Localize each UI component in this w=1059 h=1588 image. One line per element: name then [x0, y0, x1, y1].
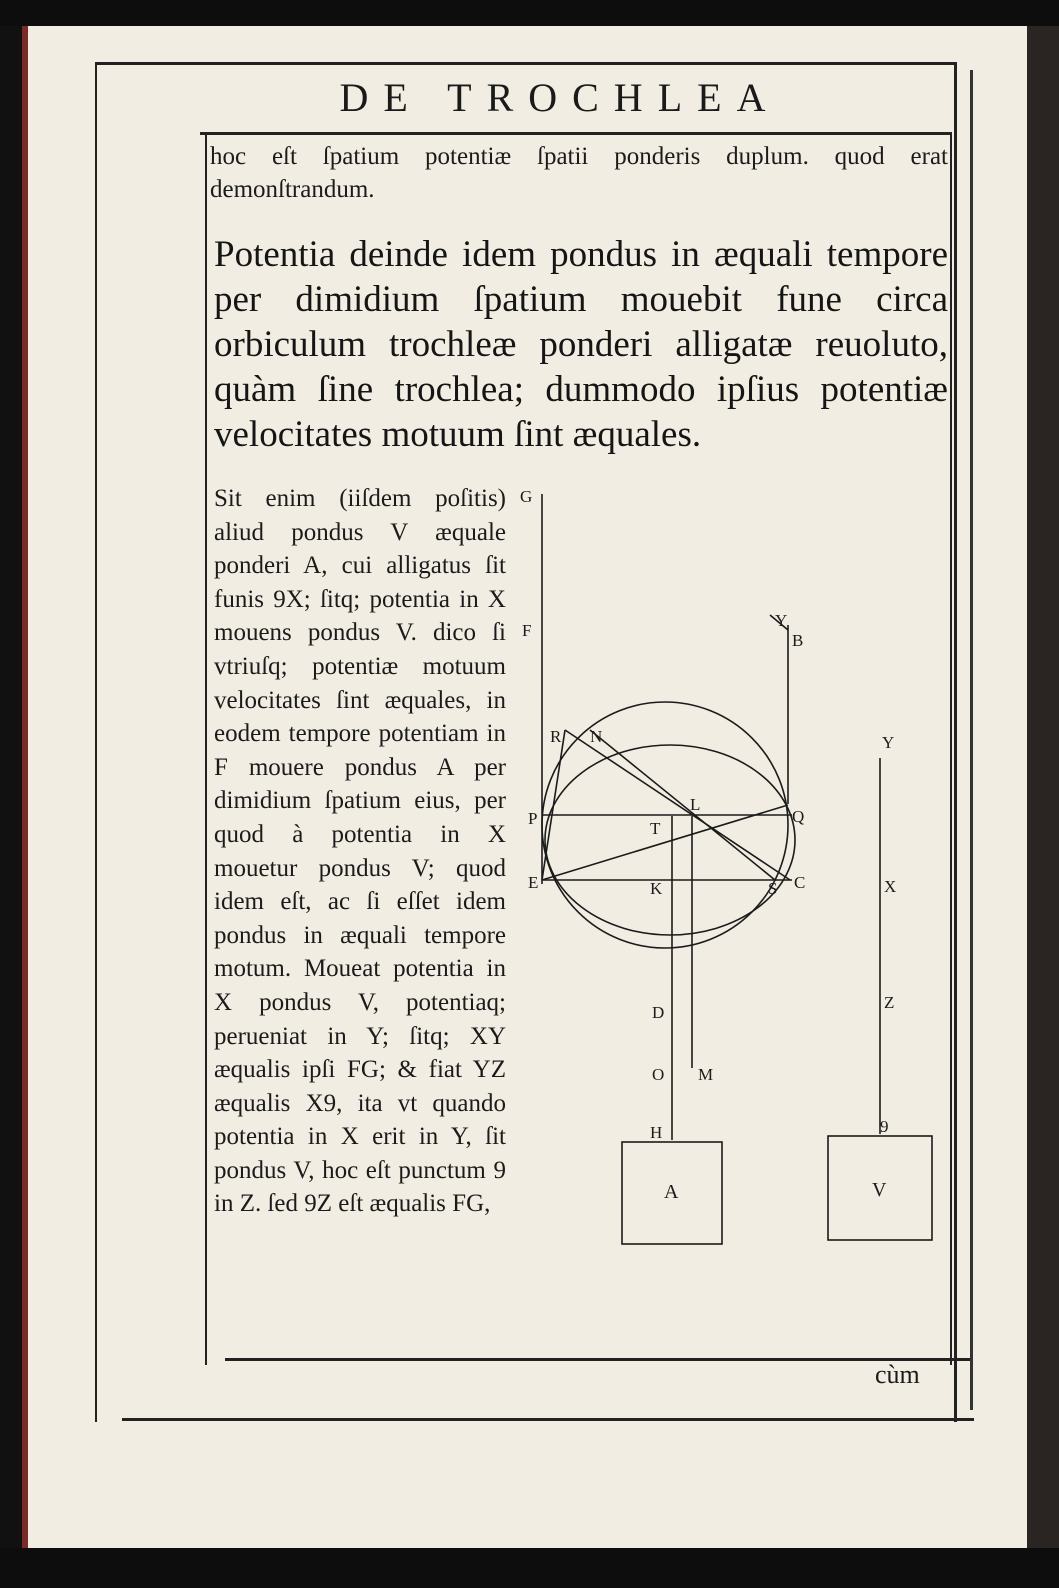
scan-bottom-edge: [0, 1548, 1059, 1588]
label-O: O: [652, 1065, 665, 1084]
paragraph-top: hoc eſt ſpatium potentiæ ſpatii ponderis duplum. quod erat demonſtrandum.: [210, 143, 948, 203]
label-Q: Q: [792, 807, 805, 826]
text-frame-left: [205, 135, 207, 1365]
label-K: K: [650, 879, 663, 898]
proposition: Potentia deinde idem pondus in æquali tempore per dimidium ſpatium mouebit fune circa orbiculum trochleæ ponderi alligatæ reuoluto, quàm ſine trochlea; dummodo ipſius potentiæ velocitates motuum ſint æquales.: [214, 234, 948, 455]
label-R: R: [550, 727, 562, 746]
weight-A-label: A: [664, 1181, 679, 1203]
catchword: cùm: [875, 1360, 920, 1389]
weight-V-label: V: [872, 1179, 887, 1201]
label-L: L: [690, 795, 701, 814]
label-B: B: [792, 631, 804, 650]
label-N: N: [590, 727, 603, 746]
pulley-diagram: [500, 480, 950, 1280]
outer-frame-right-rule: [970, 70, 973, 1410]
line-E-Q: [542, 805, 788, 880]
label-D: D: [652, 1003, 665, 1022]
outer-frame-bottom-rule: [122, 1418, 974, 1421]
head-rule: [200, 132, 952, 135]
label-C: C: [794, 873, 806, 892]
label-P: P: [528, 809, 538, 828]
label-X: X: [884, 877, 897, 896]
book-gutter: [1027, 26, 1059, 1548]
text-frame-right: [950, 135, 952, 1365]
label-E: E: [528, 873, 539, 892]
foot-rule: [225, 1358, 970, 1361]
label-Y-right: Y: [882, 733, 895, 752]
label-Z: Z: [884, 993, 895, 1012]
line-R-C: [565, 730, 790, 880]
label-S: S: [768, 879, 778, 898]
scan-top-edge: [0, 0, 1059, 26]
label-nine: 9: [880, 1117, 889, 1136]
label-G: G: [520, 487, 533, 506]
label-Y-top: Y: [775, 611, 788, 630]
label-T: T: [650, 819, 661, 838]
line-R-E: [542, 730, 565, 880]
body-paragraph: Sit enim (iiſdem poſitis) aliud pondus V æquale ponderi A, cui alligatus ſit funis 9X; ſitq; potentia in X mouens pondus V. dico ſi vtriuſq; potentiæ motuum velocitates ſint æquales, in eodem tempore potentiam in F mouere pondus A per dimidium ſpatium eius, per quod à potentia in X mouetur pondus V; quod idem eſt, ac ſi eſſet idem pondus in æquali tempore motum. Moueat potentia in X pondus V, potentiaq; perueniat in Y; ſitq; XY æqualis ipſi FG; & fiat YZ æqualis X9, ita vt quando potentia in X erit in Y, ſit pondus V, hoc eſt punctum 9 in Z. ſed 9Z eſt æqualis FG,: [214, 485, 506, 1218]
label-M: M: [698, 1065, 714, 1084]
label-H: H: [650, 1123, 663, 1142]
label-F: F: [522, 621, 532, 640]
running-head: DE TROCHLEA: [339, 75, 781, 120]
